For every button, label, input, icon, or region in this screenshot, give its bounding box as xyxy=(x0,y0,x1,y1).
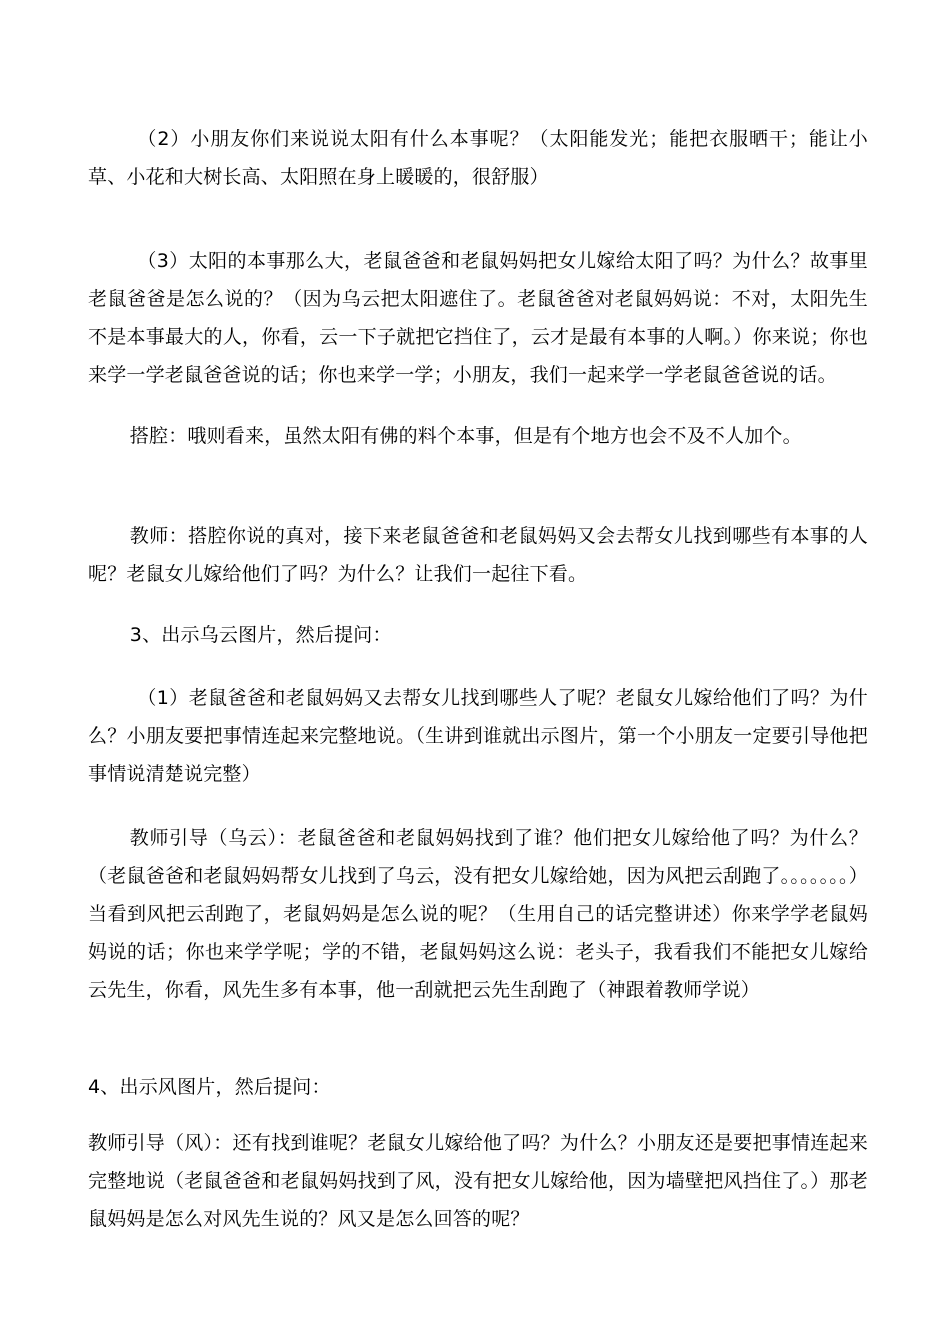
paragraph-sun-abilities: （2）小朋友你们来说说太阳有什么本事呢？（太阳能发光；能把衣服晒干；能让小草、小花和大树长高、太阳照在身上暖暖的，很舒服） xyxy=(88,128,868,188)
paragraph-teacher-guide-wind: 教师引导（风）：还有找到谁呢？老鼠女儿嫁给他了吗？为什么？小朋友还是要把事情连起来完整地说（老鼠爸爸和老鼠妈妈找到了风，没有把女儿嫁给他，因为墙壁把风挡住了。）那老鼠妈妈是怎么对风先生说的？风又是怎么回答的呢？ xyxy=(88,1132,868,1230)
paragraph-dialect-remark: 搭腔：哦则看来，虽然太阳有佛的料个本事，但是有个地方也会不及不人加个。 xyxy=(129,425,802,447)
paragraph-teacher-guide-cloud: 教师引导（乌云）：老鼠爸爸和老鼠妈妈找到了谁？他们把女儿嫁给他了吗？为什么？（老鼠爸爸和老鼠妈妈帮女儿找到了乌云，没有把女儿嫁给她，因为风把云刮跑了。。。。。。。）当看到风把云刮跑了，老鼠妈妈是怎么说的呢？（生用自己的话完整讲述）你来学学老鼠妈妈说的话；你也来学学呢；学的不错，老鼠妈妈这么说：老头子，我看我们不能把女儿嫁给云先生，你看，风先生多有本事，他一刮就把云先生刮跑了（神跟着教师学说） xyxy=(88,827,868,1001)
paragraph-teacher-transition: 教师：搭腔你说的真对，接下来老鼠爸爸和老鼠妈妈又会去帮女儿找到哪些有本事的人呢？老鼠女儿嫁给他们了吗？为什么？让我们一起往下看。 xyxy=(88,525,868,585)
paragraph-question-1: （1）老鼠爸爸和老鼠妈妈又去帮女儿找到哪些人了呢？老鼠女儿嫁给他们了吗？为什么？小朋友要把事情连起来完整地说。（生讲到谁就出示图片，第一个小朋友一定要引导他把事情说清楚说完整） xyxy=(88,687,868,785)
paragraph-step3-cloud: 3、出示乌云图片，然后提问： xyxy=(129,624,392,646)
paragraph-step4-wind: 4、出示风图片，然后提问： xyxy=(88,1076,331,1098)
paragraph-father-mouse-words: （3）太阳的本事那么大，老鼠爸爸和老鼠妈妈把女儿嫁给太阳了吗？为什么？故事里老鼠爸爸是怎么说的？（因为乌云把太阳遮住了。老鼠爸爸对老鼠妈妈说：不对，太阳先生不是本事最大的人，你看，云一下子就把它挡住了，云才是最有本事的人啊。）你来说；你也来学一学老鼠爸爸说的话；你也来学一学；小朋友，我们一起来学一学老鼠爸爸说的话。 xyxy=(88,250,868,386)
